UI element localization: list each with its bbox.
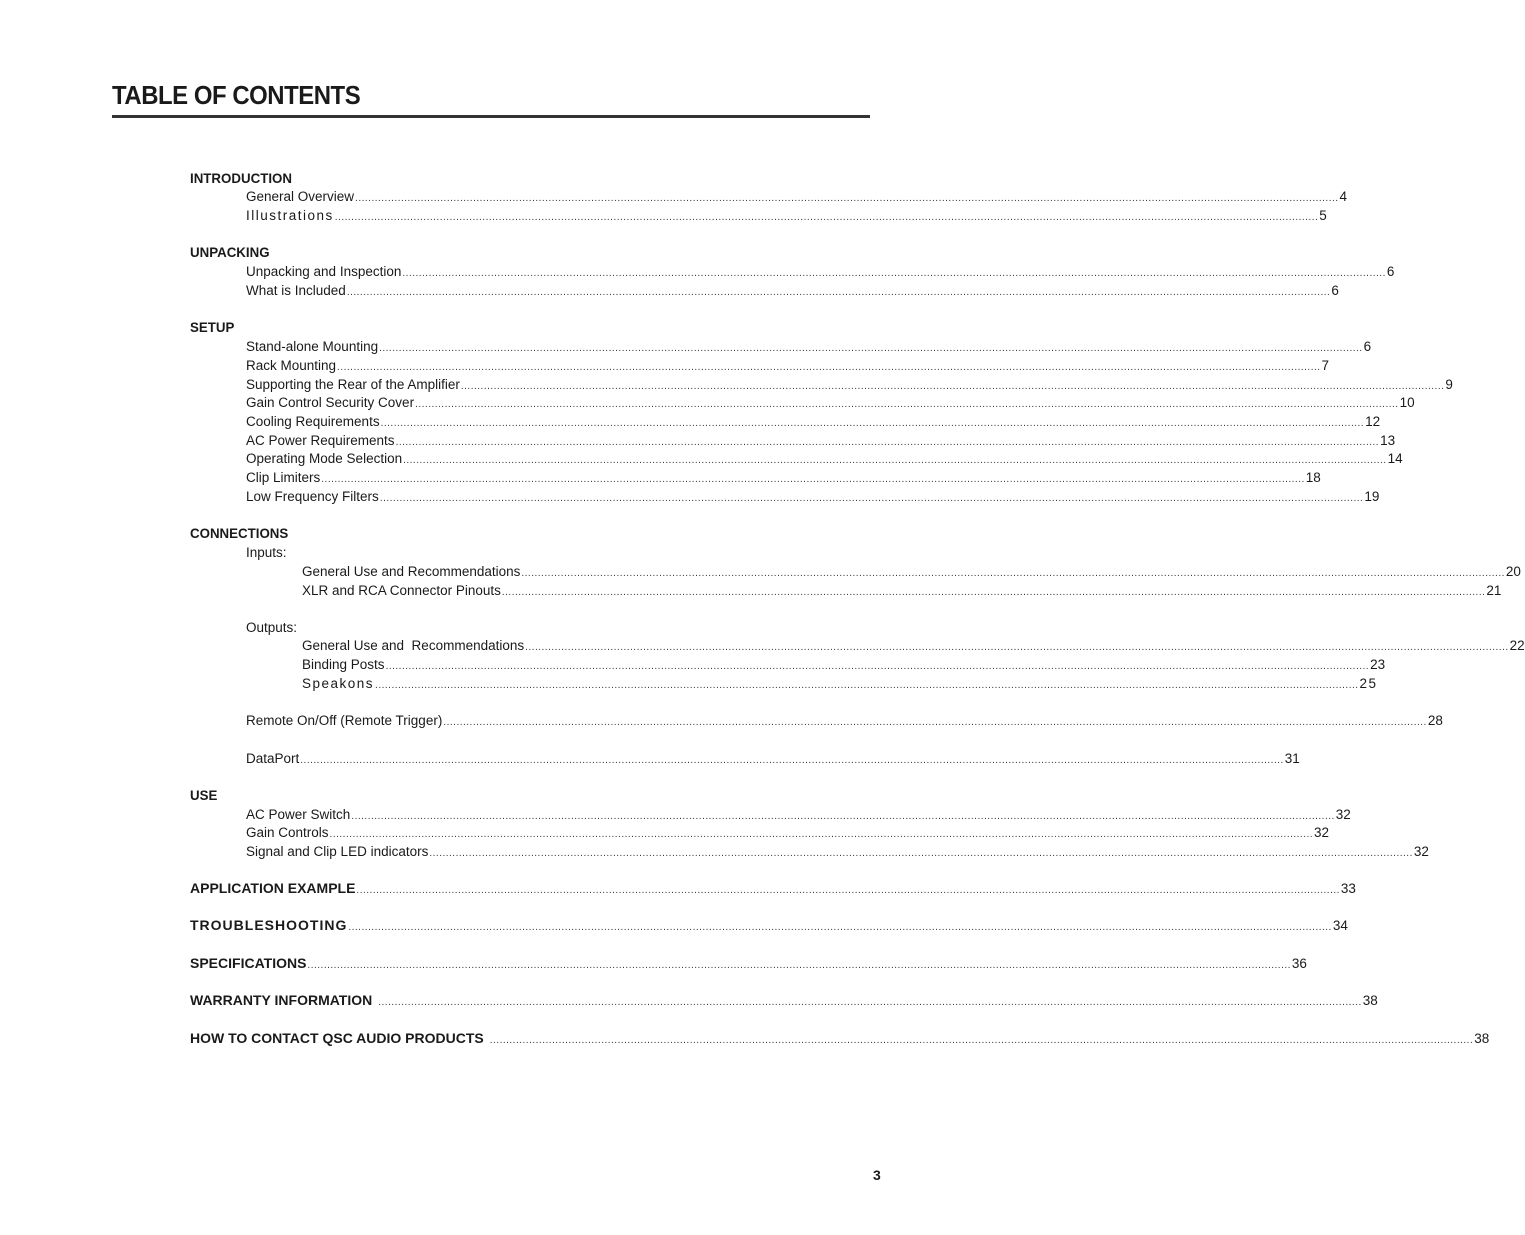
toc-entry-specifications[interactable] (190, 954, 1307, 973)
toc-entry-text: XLR and RCA Connector Pinouts (302, 583, 501, 598)
toc-entry[interactable] (246, 262, 1395, 281)
dot-leader: ............................................................................................................................................................................................................................................................................................................ (402, 268, 1386, 279)
toc-entry[interactable] (246, 375, 1453, 394)
dot-leader: ............................................................................................................................................................................................................................................................................................................ (307, 960, 1291, 971)
toc-entry-page: 23 (1370, 657, 1386, 672)
toc-entry-text: Gain Controls (246, 825, 329, 840)
dot-leader: ............................................................................................................................................................................................................................................................................................................ (521, 568, 1505, 579)
dot-leader: ............................................................................................................................................................................................................................................................................................................ (403, 455, 1387, 466)
dot-leader: ............................................................................................................................................................................................................................................................................................................ (501, 587, 1486, 598)
section-heading-unpacking: UNPACKING (190, 244, 270, 260)
toc-entry-page: 12 (1365, 414, 1381, 429)
section-heading-introduction: INTRODUCTION (190, 170, 292, 186)
toc-entry-text: APPLICATION EXAMPLE (190, 880, 356, 896)
toc-entry-page: 19 (1364, 489, 1380, 504)
toc-entry-text: HOW TO CONTACT QSC AUDIO PRODUCTS (190, 1030, 484, 1046)
subsection-label-outputs: Outputs: (246, 620, 298, 635)
toc-entry[interactable] (302, 655, 1386, 674)
toc-entry-page: 7 (1321, 358, 1330, 373)
toc-entry-text: SPECIFICATIONS (190, 955, 307, 971)
page-number: 3 (873, 1167, 881, 1183)
toc-entry-text: TROUBLESHOOTING (190, 917, 348, 933)
toc-entry-application-example[interactable] (190, 879, 1356, 898)
toc-entry-text: Illustrations (246, 208, 334, 223)
toc-entry[interactable] (246, 431, 1396, 450)
toc-entry[interactable] (302, 636, 1525, 655)
toc-entry[interactable] (302, 562, 1521, 581)
toc-entry-page: 21 (1486, 583, 1502, 598)
section-heading-connections: CONNECTIONS (190, 525, 289, 541)
dot-leader: ............................................................................................................................................................................................................................................................................................................ (429, 848, 1413, 859)
dot-leader: ............................................................................................................................................................................................................................................................................................................ (355, 193, 1339, 204)
toc-entry-text: Clip Limiters (246, 470, 321, 485)
toc-entry[interactable] (246, 393, 1415, 412)
toc-entry[interactable] (246, 823, 1330, 842)
dot-leader: ............................................................................................................................................................................................................................................................................................................ (334, 212, 1319, 223)
dot-leader: ............................................................................................................................................................................................................................................................................................................ (329, 829, 1314, 840)
section-heading-use: USE (190, 787, 218, 803)
toc-entry[interactable] (246, 842, 1429, 861)
toc-entry[interactable] (246, 711, 1443, 730)
toc-entry-page: 32 (1413, 844, 1429, 859)
dot-leader: ............................................................................................................................................................................................................................................................................................................ (351, 811, 1335, 822)
dot-leader: ............................................................................................................................................................................................................................................................................................................ (415, 399, 1399, 410)
toc-entry-page: 6 (1363, 339, 1372, 354)
dot-leader: ............................................................................................................................................................................................................................................................................................................ (395, 437, 1380, 448)
toc-entry-text: General Use and Recommendations (302, 638, 525, 653)
dot-leader: ............................................................................................................................................................................................................................................................................................................ (337, 362, 1321, 373)
subsection-label-inputs: Inputs: (246, 545, 287, 560)
toc-entry[interactable] (246, 449, 1403, 468)
toc-entry-page: 9 (1445, 377, 1453, 392)
section-heading-setup: SETUP (190, 319, 235, 335)
toc-entry[interactable] (246, 206, 1329, 225)
dot-leader: ............................................................................................................................................................................................................................................................................................................ (346, 287, 1331, 298)
toc-entry-page: 33 (1340, 881, 1356, 896)
toc-entry-text: Stand-alone Mounting (246, 339, 379, 354)
dot-leader: ............................................................................................................................................................................................................................................................................................................ (489, 1035, 1474, 1046)
toc-entry-text: WARRANTY INFORMATION (190, 992, 373, 1008)
toc-entry[interactable] (246, 487, 1380, 506)
toc-entry-page: 13 (1380, 433, 1396, 448)
toc-entry-text: Signal and Clip LED indicators (246, 844, 429, 859)
toc-entry-page: 14 (1387, 451, 1403, 466)
dot-leader: ............................................................................................................................................................................................................................................................................................................ (321, 474, 1305, 485)
toc-entry-page: 32 (1314, 825, 1330, 840)
toc-entry-text: Supporting the Rear of the Amplifier (246, 377, 460, 392)
toc-entry-warranty-information[interactable] (190, 991, 1378, 1010)
toc-entry-page: 6 (1331, 283, 1339, 298)
toc-entry-page: 34 (1332, 918, 1348, 933)
toc-entry-page: 22 (1509, 638, 1525, 653)
dot-leader: ............................................................................................................................................................................................................................................................................................................ (375, 680, 1359, 691)
page-title: TABLE OF CONTENTS (112, 80, 361, 110)
toc-entry-text: Cooling Requirements (246, 414, 380, 429)
toc-entry-text: Unpacking and Inspection (246, 264, 402, 279)
dot-leader: ............................................................................................................................................................................................................................................................................................................ (356, 885, 1340, 896)
dot-leader: ............................................................................................................................................................................................................................................................................................................ (379, 343, 1363, 354)
toc-entry-page: 31 (1284, 751, 1300, 766)
toc-entry-text: Operating Mode Selection (246, 451, 403, 466)
dot-leader: ............................................................................................................................................................................................................................................................................................................ (460, 381, 1445, 392)
dot-leader: ............................................................................................................................................................................................................................................................................................................ (348, 922, 1332, 933)
toc-entry-text: General Overview (246, 189, 355, 204)
toc-entry-page: 6 (1386, 264, 1395, 279)
toc-entry-text: General Use and Recommendations (302, 564, 521, 579)
toc-entry-text: What is Included (246, 283, 346, 298)
toc-entry-text: Speakons (302, 676, 375, 691)
toc-entry-page: 18 (1305, 470, 1321, 485)
toc-entry-page: 28 (1427, 713, 1443, 728)
toc-entry-page: 36 (1291, 956, 1307, 971)
dot-leader: ............................................................................................................................................................................................................................................................................................................ (380, 418, 1365, 429)
toc-entry-text: DataPort (246, 751, 300, 766)
toc-entry[interactable] (246, 187, 1348, 206)
toc-entry-page: 32 (1335, 807, 1351, 822)
toc-entry-text: Binding Posts (302, 657, 385, 672)
toc-entry-text: AC Power Requirements (246, 433, 395, 448)
toc-entry-text: Gain Control Security Cover (246, 395, 415, 410)
toc-entry-how-to-contact[interactable] (190, 1029, 1490, 1048)
toc-entry[interactable] (246, 749, 1300, 768)
toc-entry[interactable] (246, 337, 1372, 356)
toc-entry-page: 38 (1362, 993, 1378, 1008)
toc-entry-page: 25 (1359, 676, 1378, 691)
toc-entry[interactable] (246, 412, 1381, 431)
toc-entry-page: 20 (1505, 564, 1521, 579)
dot-leader: ............................................................................................................................................................................................................................................................................................................ (443, 717, 1427, 728)
toc-entry[interactable] (246, 468, 1321, 487)
dot-leader: ............................................................................................................................................................................................................................................................................................................ (300, 755, 1284, 766)
toc-entry[interactable] (246, 805, 1351, 824)
toc-entry-text: Rack Mounting (246, 358, 337, 373)
toc-entry-text: Remote On/Off (Remote Trigger) (246, 713, 443, 728)
toc-entry-page: 4 (1339, 189, 1348, 204)
toc-entry-text: Low Frequency Filters (246, 489, 379, 504)
toc-entry[interactable] (246, 281, 1339, 300)
toc-entry[interactable] (302, 581, 1502, 600)
dot-leader: ............................................................................................................................................................................................................................................................................................................ (379, 493, 1364, 504)
dot-leader: ............................................................................................................................................................................................................................................................................................................ (525, 642, 1509, 653)
toc-entry-page: 38 (1474, 1031, 1490, 1046)
toc-entry-page: 5 (1319, 208, 1329, 223)
toc-entry-page: 10 (1399, 395, 1415, 410)
toc-entry[interactable] (246, 356, 1330, 375)
toc-entry-text: AC Power Switch (246, 807, 351, 822)
toc-entry[interactable] (302, 674, 1378, 693)
dot-leader: ............................................................................................................................................................................................................................................................................................................ (378, 997, 1362, 1008)
dot-leader: ............................................................................................................................................................................................................................................................................................................ (385, 661, 1370, 672)
toc-entry-troubleshooting[interactable] (190, 916, 1348, 935)
